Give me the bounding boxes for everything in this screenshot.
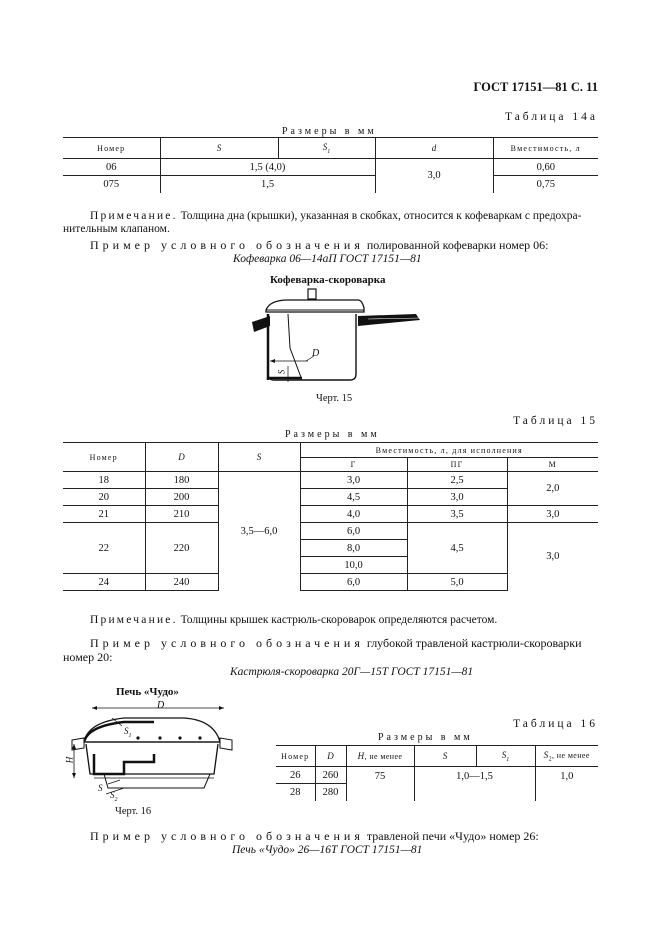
t15-r24-pg: 5,0 <box>407 574 507 591</box>
t15-r18-m: 2,0 <box>507 472 598 506</box>
t15-sub-pg: ПГ <box>407 458 507 472</box>
t15-r20-num: 20 <box>63 489 145 506</box>
figure16-drawing <box>64 698 236 803</box>
t15-r22-g2: 8,0 <box>300 540 407 557</box>
t15-r18-num: 18 <box>63 472 145 489</box>
t15-r18-d: 180 <box>145 472 218 489</box>
figure15-title: Кофеварка-скороварка <box>270 274 386 286</box>
note1: Примечание. Толщина дна (крышки), указанная в скобках, относится к кофеваркам с предохра- <box>90 210 582 222</box>
example3-designation: Печь «Чудо» 26—16Т ГОСТ 17151—81 <box>232 844 423 856</box>
t14a-head-capacity: Вместимость, л <box>493 138 598 159</box>
example2-designation: Кастрюля-скороварка 20Г—15Т ГОСТ 17151—81 <box>230 666 474 678</box>
note1-line2: нительным клапаном. <box>63 223 170 235</box>
t15-r22-num: 22 <box>63 523 145 574</box>
t15-r22-g1: 6,0 <box>300 523 407 540</box>
t15-r21-m: 3,0 <box>507 506 598 523</box>
figure15-label-d: D <box>312 348 320 359</box>
figure15-drawing <box>248 288 424 388</box>
t15-r21-num: 21 <box>63 506 145 523</box>
t14a-r1-cap: 0,60 <box>493 159 598 176</box>
t15-r22-m: 3,0 <box>507 523 598 591</box>
figure15-label-s: S <box>276 369 287 375</box>
figure16-label-d: D <box>157 700 165 711</box>
t16-head-h: H, не менее <box>346 746 414 767</box>
t14a-head-d: d <box>375 138 493 159</box>
example1-designation: Кофеварка 06—14аП ГОСТ 17151—81 <box>233 253 422 265</box>
t16-r26-num: 26 <box>276 767 315 784</box>
t15-head-num: Номер <box>63 443 145 472</box>
figure16-title: Печь «Чудо» <box>116 686 179 698</box>
t15-r24-d: 240 <box>145 574 218 591</box>
t15-sub-g: Г <box>300 458 407 472</box>
table14a-label: Таблица 14а <box>504 111 598 123</box>
t16-s2: 1,0 <box>535 767 598 801</box>
figure16-caption: Черт. 16 <box>115 806 152 817</box>
t16-head-s2: $S_2$, не менее <box>535 746 598 767</box>
t16-s: 1,0—1,5 <box>414 767 535 801</box>
note2: Примечание. Толщины крышек кастрюль-скороварок определяются расчетом. <box>90 614 498 626</box>
table14a-subtitle: Размеры в мм <box>282 126 377 137</box>
page-header: ГОСТ 17151—81 С. 11 <box>473 80 598 94</box>
t14a-r1-num: 06 <box>63 159 160 176</box>
t15-r22-d: 220 <box>145 523 218 574</box>
t15-r20-d: 200 <box>145 489 218 506</box>
t16-head-s: S <box>414 746 476 767</box>
t16-r28-num: 28 <box>276 784 315 801</box>
t14a-r2-cap: 0,75 <box>493 176 598 193</box>
t14a-head-s: S <box>160 138 278 159</box>
t15-r21-d: 210 <box>145 506 218 523</box>
t14a-r1-s: 1,5 (4,0) <box>160 159 375 176</box>
t15-r18-pg: 2,5 <box>407 472 507 489</box>
table15 <box>63 442 598 591</box>
t14a-d: 3,0 <box>375 159 493 193</box>
t15-head-s: S <box>218 443 300 472</box>
t15-r21-pg: 3,5 <box>407 506 507 523</box>
table14a <box>63 137 598 193</box>
t14a-head-s1: $S_1$ <box>278 138 375 159</box>
t15-sub-m: М <box>507 458 598 472</box>
figure16-label-s2: $S_2$ <box>110 790 118 803</box>
t16-head-s1: $S_1$ <box>476 746 535 767</box>
t14a-head-num: Номер <box>63 138 160 159</box>
t16-r26-d: 260 <box>315 767 346 784</box>
table15-label: Таблица 15 <box>513 415 598 427</box>
t15-head-d: D <box>145 443 218 472</box>
t15-r21-g: 4,0 <box>300 506 407 523</box>
t15-head-capacity: Вместимость, л, для исполнения <box>300 443 598 458</box>
t16-head-d: D <box>315 746 346 767</box>
figure15-caption: Черт. 15 <box>316 393 353 404</box>
example2: Пример условного обозначения глубокой травленой кастрюли-скороварки <box>90 636 582 650</box>
t15-r22-pg: 4,5 <box>407 523 507 574</box>
table16-subtitle: Размеры в мм <box>378 732 473 743</box>
example2-line2: номер 20: <box>63 650 113 664</box>
table16-label: Таблица 16 <box>513 718 598 730</box>
t15-r22-g3: 10,0 <box>300 557 407 574</box>
figure16-label-s1: $S_1$ <box>124 726 132 739</box>
figure16-label-h: H <box>64 756 75 764</box>
t16-r28-d: 280 <box>315 784 346 801</box>
t15-s: 3,5—6,0 <box>218 472 300 591</box>
t16-head-num: Номер <box>276 746 315 767</box>
t15-r24-num: 24 <box>63 574 145 591</box>
t16-h: 75 <box>346 767 414 801</box>
example1: Пример условного обозначения полированной кофеварки номер 06: <box>90 238 549 252</box>
t15-r24-g: 6,0 <box>300 574 407 591</box>
t15-r20-g: 4,5 <box>300 489 407 506</box>
example3: Пример условного обозначения травленой печи «Чудо» номер 26: <box>90 829 539 843</box>
t15-r18-g: 3,0 <box>300 472 407 489</box>
t14a-r2-s: 1,5 <box>160 176 375 193</box>
table15-subtitle: Размеры в мм <box>285 429 380 440</box>
t15-r20-pg: 3,0 <box>407 489 507 506</box>
t14a-r2-num: 075 <box>63 176 160 193</box>
table16 <box>276 745 598 801</box>
figure16-label-s: S <box>98 783 103 793</box>
